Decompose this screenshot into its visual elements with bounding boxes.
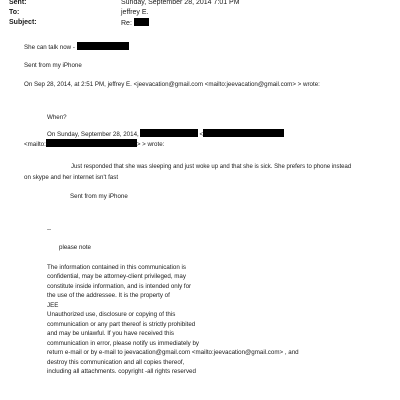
sent-from-iphone-2: Sent from my iPhone — [70, 193, 128, 200]
disclaimer-line: the use of the addressee. It is the property of — [47, 292, 170, 300]
disclaimer-line: and may be unlawful. If you have received this — [47, 330, 174, 338]
on-sunday-text: On Sunday, September 28, 2014, — [47, 131, 139, 138]
redaction-box — [140, 129, 198, 137]
subject-label: Subject: — [9, 19, 37, 26]
please-note: please note — [59, 244, 91, 251]
redaction-box — [203, 129, 284, 137]
disclaimer-block — [47, 263, 299, 376]
redaction-box — [77, 42, 129, 50]
subject-value: Re: — [121, 20, 132, 27]
can-talk-text: She can talk now - — [24, 44, 75, 51]
body-line-can-talk — [24, 42, 129, 52]
mailto-line — [24, 139, 164, 149]
redaction-box — [46, 139, 137, 147]
to-label: To: — [9, 9, 20, 16]
mailto-suffix: > > wrote: — [136, 141, 165, 148]
disclaimer-line: destroy this communication and all copies thereof, — [47, 358, 185, 366]
mailto-prefix: <mailto: — [24, 141, 46, 148]
to-value: jeffrey E. — [121, 9, 149, 16]
disclaimer-line: confidential, may be attorney-client privileged, may — [47, 273, 186, 281]
disclaimer-line: communication in error, please notify us immediately by — [47, 339, 200, 347]
lt-text: < — [199, 131, 204, 138]
disclaimer-line: including all attachments. copyright -all rights reserved — [47, 367, 196, 375]
subject-line — [121, 18, 149, 28]
disclaimer-line: The information contained in this communication is — [47, 264, 186, 271]
disclaimer-line: JEE — [47, 301, 59, 309]
disclaimer-line: return e-mail or by e-mail to jeevacation@gmail.com <mailto:jeevacation@gmail.com> , and — [47, 349, 299, 357]
disclaimer-line: Unauthorized use, disclosure or copying of this — [47, 311, 176, 319]
signature-dash: -- — [47, 226, 52, 233]
response-para-line1: Just responded that she was sleeping and just woke up and that she is sick. She prefers to phone instead — [71, 164, 352, 170]
disclaimer-line: constitute inside information, and is intended only for — [47, 282, 192, 290]
on-sunday-line — [47, 129, 284, 139]
sent-from-iphone: Sent from my iPhone — [24, 62, 82, 69]
sent-label: Sent: — [9, 0, 27, 6]
quoted-header-line: On Sep 28, 2014, at 2:51 PM, jeffrey E. <jeevacation@gmail.com <mailto:jeevacation@gmail.com> > wrote: — [24, 81, 320, 88]
redaction-box — [134, 18, 149, 26]
when-text: When? — [47, 114, 67, 121]
sent-value: Sunday, September 28, 2014 7:01 PM — [121, 0, 240, 6]
response-para-line2: on skype and her internet isn't fast — [24, 174, 119, 181]
disclaimer-line: communication or any part thereof is strictly prohibited — [47, 320, 196, 328]
